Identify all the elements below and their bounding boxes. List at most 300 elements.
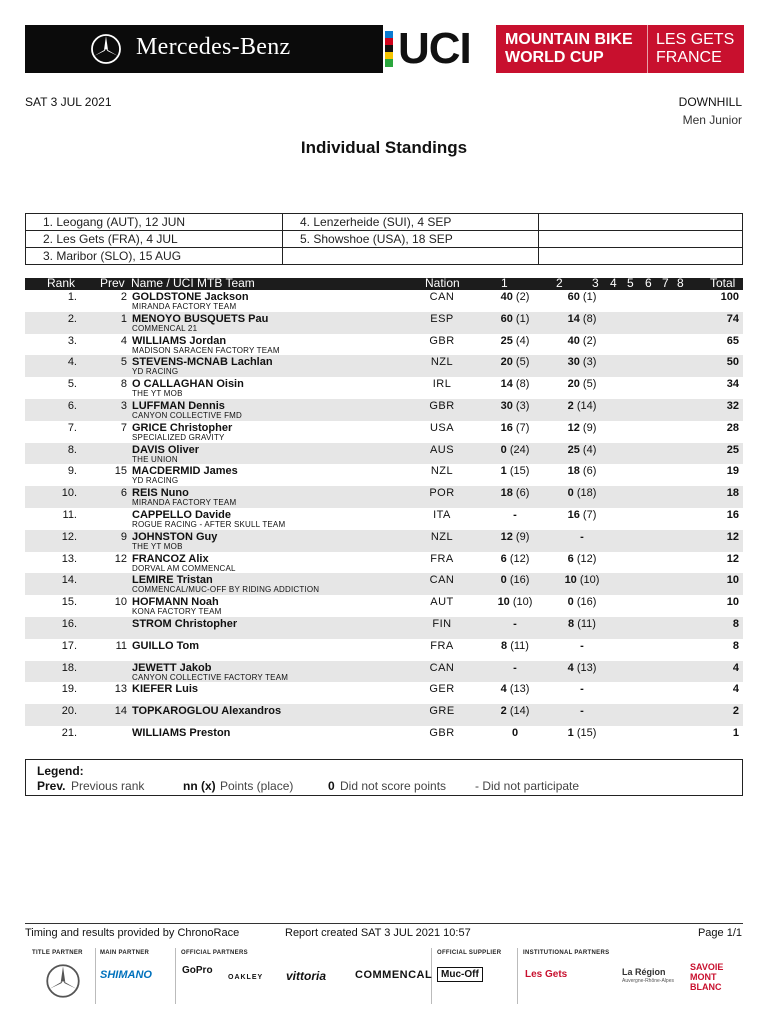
round1-points: 12 — [500, 530, 513, 543]
nation-cell: NZL — [430, 530, 454, 543]
legend-points-key: nn (x) — [183, 779, 216, 793]
rider-name: REIS Nuno — [132, 487, 189, 500]
event-title-line1: MOUNTAIN BIKE — [505, 31, 633, 48]
rider-name: LEMIRE Tristan — [132, 574, 213, 587]
rank-cell: 11. — [62, 508, 77, 521]
round2-points: 16 — [567, 508, 580, 521]
prev-rank-cell: 1 — [120, 312, 127, 325]
commencal-logo: COMMENCAL — [355, 969, 433, 981]
total-cell: 4 — [732, 683, 739, 696]
round1-points: 40 — [500, 291, 513, 303]
team-name: YD RACING — [132, 476, 179, 486]
standings-table — [25, 290, 743, 748]
table-row — [25, 377, 743, 399]
legend-box — [25, 759, 743, 796]
table-row — [25, 530, 743, 552]
round1-place: (14) — [509, 705, 530, 718]
round2-place: (5) — [582, 378, 597, 391]
mercedes-star-icon — [45, 963, 81, 999]
round1-points: 6 — [500, 552, 507, 565]
round2-place: (1) — [582, 291, 597, 303]
rider-name: WILLIAMS Preston — [132, 726, 231, 739]
partner-divider — [95, 948, 96, 1004]
total-cell: 8 — [732, 617, 739, 630]
table-row — [25, 399, 743, 421]
rank-cell: 18. — [61, 661, 77, 674]
total-cell: 2 — [732, 705, 739, 718]
prev-rank-cell: 4 — [120, 334, 127, 347]
location-line1: LES GETS — [656, 31, 735, 48]
team-name: YD RACING — [132, 367, 179, 377]
col-round-2: 2 — [556, 276, 563, 290]
team-name: CANYON COLLECTIVE FACTORY TEAM — [132, 672, 289, 682]
rider-name: STROM Christopher — [132, 617, 238, 630]
round2-points: - — [580, 530, 584, 543]
team-name: THE YT MOB — [132, 389, 183, 399]
vittoria-logo: vittoria — [286, 969, 327, 983]
legend-prev-desc: Previous rank — [71, 779, 145, 793]
round2-cell — [542, 640, 622, 652]
table-row — [25, 464, 743, 486]
col-rank: Rank — [47, 276, 76, 290]
table-row — [25, 290, 743, 312]
round2-points: 12 — [567, 421, 580, 434]
total-cell: 100 — [720, 291, 739, 303]
rider-name: STEVENS-MCNAB Lachlan — [132, 356, 273, 369]
label-official-supplier: OFFICIAL SUPPLIER — [437, 950, 502, 956]
round2-cell — [542, 356, 622, 368]
round1-points: 18 — [500, 487, 513, 500]
round1-place: (1) — [515, 312, 530, 325]
round2-place: (16) — [576, 596, 597, 609]
shimano-logo: SHIMANO — [100, 969, 152, 981]
round1-points: 20 — [500, 356, 513, 369]
col-round-5: 5 — [627, 276, 634, 290]
round2-points: 0 — [567, 596, 574, 609]
discipline: DOWNHILL — [678, 95, 742, 109]
legend-zero-key: 0 — [328, 779, 335, 793]
label-main-partner: MAIN PARTNER — [100, 950, 150, 956]
round2-place: (3) — [582, 356, 597, 369]
round2-place: (13) — [576, 661, 597, 674]
round1-place: (12) — [509, 552, 530, 565]
team-name: THE UNION — [132, 454, 178, 464]
rank-cell: 13. — [61, 552, 77, 565]
col-round-1: 1 — [501, 276, 508, 290]
round1-points: 30 — [500, 399, 513, 412]
round-empty-b — [539, 231, 742, 248]
rank-cell: 12. — [61, 530, 77, 543]
partners-strip — [25, 945, 743, 1015]
legend-points-desc: Points (place) — [220, 779, 294, 793]
col-round-6: 6 — [645, 276, 652, 290]
round2-points: 25 — [567, 443, 580, 456]
team-name: THE YT MOB — [132, 541, 183, 551]
round1-points: 14 — [500, 378, 513, 391]
gopro-logo: GoPro — [182, 965, 213, 976]
round2-points: 60 — [567, 291, 580, 303]
round1-points: 60 — [500, 312, 513, 325]
round1-points: - — [513, 661, 517, 674]
rider-name: O CALLAGHAN Oisin — [132, 378, 244, 391]
round2-cell — [542, 444, 622, 456]
round2-cell — [542, 400, 622, 412]
location-line2: FRANCE — [656, 49, 722, 66]
report-created: Report created SAT 3 JUL 2021 10:57 — [285, 927, 471, 939]
team-name: KONA FACTORY TEAM — [132, 607, 222, 617]
col-round-7: 7 — [662, 276, 669, 290]
nation-cell: CAN — [429, 291, 455, 303]
prev-rank-cell: 5 — [120, 356, 127, 369]
round2-points: 8 — [568, 617, 575, 630]
round-4: 4. Lenzerheide (SUI), 4 SEP — [283, 214, 539, 231]
round1-points: 25 — [500, 334, 513, 347]
nation-cell: NZL — [430, 465, 454, 478]
round-empty-d — [539, 248, 742, 265]
rider-name: JEWETT Jakob — [132, 661, 212, 674]
round2-cell — [542, 618, 622, 630]
rider-name: CAPPELLO Davide — [132, 508, 232, 521]
rider-name: WILLIAMS Jordan — [132, 334, 227, 347]
round2-points: - — [580, 683, 584, 696]
round1-points: 16 — [500, 421, 513, 434]
region-name-logo: Auvergne-Rhône-Alpes — [622, 978, 674, 984]
round2-points: 4 — [567, 661, 574, 674]
nation-cell: NZL — [430, 356, 454, 369]
total-cell: 1 — [732, 726, 739, 739]
round1-points: - — [513, 508, 517, 521]
round2-points: 18 — [567, 465, 580, 478]
prev-rank-cell: 13 — [114, 683, 127, 696]
blanc-logo: BLANC — [690, 982, 722, 992]
rank-cell: 10. — [61, 487, 77, 500]
table-row — [25, 595, 743, 617]
rider-name: MACDERMID James — [132, 465, 238, 478]
round2-points: 6 — [567, 552, 574, 565]
round1-points: 1 — [500, 465, 507, 478]
table-row — [25, 334, 743, 356]
round2-cell — [542, 574, 622, 586]
rank-cell: 2. — [67, 312, 77, 325]
total-cell: 28 — [726, 421, 739, 434]
round1-points: - — [513, 617, 517, 630]
nation-cell: FRA — [430, 552, 454, 565]
nation-cell: ESP — [430, 312, 454, 325]
round1-place: (4) — [515, 334, 530, 347]
round2-cell — [542, 465, 622, 477]
round2-points: 2 — [567, 399, 574, 412]
rider-name: LUFFMAN Dennis — [132, 399, 225, 412]
round2-cell — [542, 596, 622, 608]
round1-points: 8 — [501, 639, 508, 652]
footer-divider — [25, 923, 743, 924]
round2-place: (9) — [582, 421, 597, 434]
round2-place: (14) — [576, 399, 597, 412]
round1-place: (11) — [510, 639, 529, 652]
label-title-partner: TITLE PARTNER — [32, 950, 83, 956]
rider-name: GRICE Christopher — [132, 421, 233, 434]
total-cell: 25 — [726, 443, 739, 456]
round1-points: 4 — [500, 683, 507, 696]
page-number: Page 1/1 — [697, 927, 742, 939]
legend-dash-desc: - Did not participate — [475, 779, 580, 793]
nation-cell: ITA — [433, 508, 451, 521]
round1-points: 0 — [511, 726, 519, 739]
rider-name: JOHNSTON Guy — [132, 530, 218, 543]
la-region-logo: La Région — [622, 967, 666, 977]
nation-cell: IRL — [432, 378, 452, 391]
round2-cell — [542, 553, 622, 565]
prev-rank-cell: 8 — [120, 378, 127, 391]
rank-cell: 16. — [61, 617, 77, 630]
col-prev: Prev — [100, 276, 125, 290]
total-cell: 8 — [732, 639, 739, 652]
round2-place: (18) — [576, 487, 597, 500]
rider-name: MENOYO BUSQUETS Pau — [132, 312, 269, 325]
rank-cell: 21. — [61, 726, 77, 739]
savoie-logo: SAVOIE — [690, 962, 724, 972]
round2-cell — [542, 313, 622, 325]
table-row — [25, 486, 743, 508]
rank-cell: 8. — [67, 443, 77, 456]
round2-cell — [542, 422, 622, 434]
event-date: SAT 3 JUL 2021 — [25, 95, 112, 109]
nation-cell: AUT — [430, 596, 454, 609]
nation-cell: GER — [429, 683, 455, 696]
team-name: MIRANDA FACTORY TEAM — [132, 498, 237, 508]
rank-cell: 17. — [61, 639, 77, 652]
prev-rank-cell: 15 — [114, 465, 127, 478]
rank-cell: 5. — [67, 378, 77, 391]
total-cell: 12 — [726, 530, 739, 543]
table-header — [25, 278, 743, 290]
nation-cell: FRA — [430, 639, 454, 652]
team-name: MADISON SARACEN FACTORY TEAM — [132, 345, 280, 355]
total-cell: 65 — [726, 334, 739, 347]
round2-points: 20 — [567, 378, 580, 391]
round2-points: 0 — [567, 487, 574, 500]
col-nation: Nation — [425, 276, 460, 290]
total-cell: 19 — [726, 465, 739, 478]
total-cell: 10 — [726, 574, 739, 587]
round1-place: (8) — [515, 378, 530, 391]
rank-cell: 7. — [67, 421, 77, 434]
total-cell: 32 — [726, 399, 739, 412]
total-cell: 4 — [732, 661, 739, 674]
partner-divider — [517, 948, 518, 1004]
team-name: COMMENCAL/MUC-OFF BY RIDING ADDICTION — [132, 585, 320, 595]
round1-place: (10) — [512, 596, 533, 609]
round1-place: (5) — [515, 356, 530, 369]
rider-name: TOPKAROGLOU Alexandros — [132, 705, 282, 718]
prev-rank-cell: 14 — [114, 705, 127, 718]
total-cell: 16 — [726, 508, 739, 521]
legend-prev-key: Prev. — [37, 779, 66, 793]
round1-place: (15) — [509, 465, 530, 478]
table-row — [25, 726, 743, 748]
round1-points: 0 — [500, 574, 507, 587]
round2-place: (15) — [576, 726, 597, 739]
round1-place: (6) — [515, 487, 530, 500]
round2-points: - — [580, 639, 584, 652]
round2-cell — [542, 531, 622, 543]
oakley-logo: OAKLEY — [228, 974, 264, 981]
round1-points: 0 — [500, 443, 507, 456]
round2-place: (2) — [582, 334, 597, 347]
uci-rainbow-stripes-icon — [385, 31, 393, 67]
rank-cell: 6. — [67, 399, 77, 412]
rider-name: GUILLO Tom — [132, 639, 200, 652]
legend-title: Legend: — [37, 764, 84, 778]
round2-points: - — [580, 705, 584, 718]
prev-rank-cell: 10 — [114, 596, 127, 609]
table-row — [25, 682, 743, 704]
round-5: 5. Showshoe (USA), 18 SEP — [283, 231, 539, 248]
col-round-8: 8 — [677, 276, 684, 290]
round1-points: 10 — [497, 596, 510, 609]
rank-cell: 19. — [61, 683, 77, 696]
round1-place: (7) — [515, 421, 530, 434]
col-round-4: 4 — [610, 276, 617, 290]
round2-cell — [542, 378, 622, 390]
prev-rank-cell: 11 — [115, 639, 127, 652]
nation-cell: USA — [429, 421, 455, 434]
round-1: 1. Leogang (AUT), 12 JUN — [26, 214, 283, 231]
round-empty-c — [283, 248, 539, 265]
label-institutional-partners: INSTITUTIONAL PARTNERS — [523, 950, 610, 956]
team-name: SPECIALIZED GRAVITY — [132, 432, 225, 442]
nation-cell: AUS — [429, 443, 455, 456]
team-name: COMMENCAL 21 — [132, 323, 198, 333]
prev-rank-cell: 9 — [120, 530, 127, 543]
round2-cell — [542, 662, 622, 674]
round2-points: 10 — [564, 574, 577, 587]
table-row — [25, 661, 743, 683]
table-row — [25, 639, 743, 661]
table-row — [25, 443, 743, 465]
timing-credit: Timing and results provided by ChronoRace — [25, 927, 240, 939]
round2-cell — [542, 705, 622, 717]
col-name: Name / UCI MTB Team — [131, 276, 255, 290]
rider-name: HOFMANN Noah — [132, 596, 219, 609]
round2-cell — [542, 727, 622, 739]
round1-place: (2) — [515, 291, 530, 303]
round-empty-a — [539, 214, 742, 231]
page-title: Individual Standings — [300, 138, 468, 157]
rank-cell: 9. — [67, 465, 77, 478]
round1-place: (3) — [515, 399, 530, 412]
round1-place: (9) — [515, 530, 530, 543]
muc-off-logo: Muc-Off — [437, 967, 483, 982]
nation-cell: GBR — [429, 399, 455, 412]
total-cell: 12 — [726, 552, 739, 565]
round2-cell — [542, 683, 622, 695]
round2-place: (4) — [582, 443, 597, 456]
rider-name: DAVIS Oliver — [132, 443, 200, 456]
total-cell: 18 — [726, 487, 739, 500]
round2-place: (10) — [579, 574, 600, 587]
round1-place: (24) — [509, 443, 530, 456]
table-row — [25, 552, 743, 574]
mont-logo: MONT — [690, 972, 717, 982]
prev-rank-cell: 3 — [120, 399, 127, 412]
nation-cell: FIN — [432, 617, 452, 630]
rider-name: FRANCOZ Alix — [132, 552, 209, 565]
nation-cell: GBR — [429, 334, 455, 347]
mercedes-benz-wordmark: Mercedes-Benz — [136, 34, 291, 60]
nation-cell: POR — [429, 487, 455, 500]
round2-points: 40 — [567, 334, 580, 347]
les-gets-logo: Les Gets — [525, 969, 568, 980]
round2-points: 14 — [567, 312, 580, 325]
round1-place: (13) — [509, 683, 530, 696]
round-3: 3. Maribor (SLO), 15 AUG — [26, 248, 283, 265]
rank-cell: 1. — [67, 291, 77, 303]
rank-cell: 4. — [67, 356, 77, 369]
prev-rank-cell: 7 — [120, 421, 127, 434]
round-2: 2. Les Gets (FRA), 4 JUL — [26, 231, 283, 248]
team-name: MIRANDA FACTORY TEAM — [132, 302, 237, 311]
table-row — [25, 573, 743, 595]
round2-place: (11) — [577, 617, 596, 630]
nation-cell: CAN — [429, 574, 455, 587]
table-row — [25, 617, 743, 639]
col-total: Total — [710, 276, 736, 290]
nation-cell: GBR — [429, 726, 455, 739]
event-title-line2: WORLD CUP — [505, 49, 604, 66]
prev-rank-cell: 6 — [120, 487, 127, 500]
rider-name: GOLDSTONE Jackson — [132, 291, 249, 303]
round2-place: (7) — [582, 508, 597, 521]
total-cell: 34 — [726, 378, 739, 391]
rank-cell: 20. — [61, 705, 77, 718]
label-official-partners: OFFICIAL PARTNERS — [181, 950, 248, 956]
round2-place: (12) — [576, 552, 597, 565]
rank-cell: 15. — [61, 596, 77, 609]
partner-divider — [175, 948, 176, 1004]
uci-wordmark: UCI — [398, 24, 471, 73]
round1-points: 2 — [500, 705, 507, 718]
team-name: DORVAL AM COMMENCAL — [132, 563, 236, 573]
team-name: ROGUE RACING - AFTER SKULL TEAM — [132, 519, 286, 529]
table-row — [25, 704, 743, 726]
round2-points: 1 — [567, 726, 574, 739]
table-row — [25, 355, 743, 377]
round2-cell — [542, 335, 622, 347]
rounds-grid — [25, 213, 743, 265]
total-cell: 10 — [726, 596, 739, 609]
col-round-3: 3 — [592, 276, 599, 290]
rank-cell: 3. — [67, 334, 77, 347]
prev-rank-cell: 12 — [114, 552, 127, 565]
table-row — [25, 312, 743, 334]
round2-cell — [542, 509, 622, 521]
round2-place: (6) — [582, 465, 597, 478]
team-name: CANYON COLLECTIVE FMD — [132, 410, 242, 420]
mercedes-star-icon — [90, 33, 122, 65]
round2-points: 30 — [567, 356, 580, 369]
table-row — [25, 508, 743, 530]
total-cell: 50 — [726, 356, 739, 369]
round2-cell — [542, 291, 622, 303]
rank-cell: 14. — [61, 574, 77, 587]
table-row — [25, 421, 743, 443]
total-cell: 74 — [726, 312, 739, 325]
round2-place: (8) — [582, 312, 597, 325]
rider-name: KIEFER Luis — [132, 683, 199, 696]
category: Men Junior — [682, 113, 742, 127]
nation-cell: CAN — [429, 661, 455, 674]
